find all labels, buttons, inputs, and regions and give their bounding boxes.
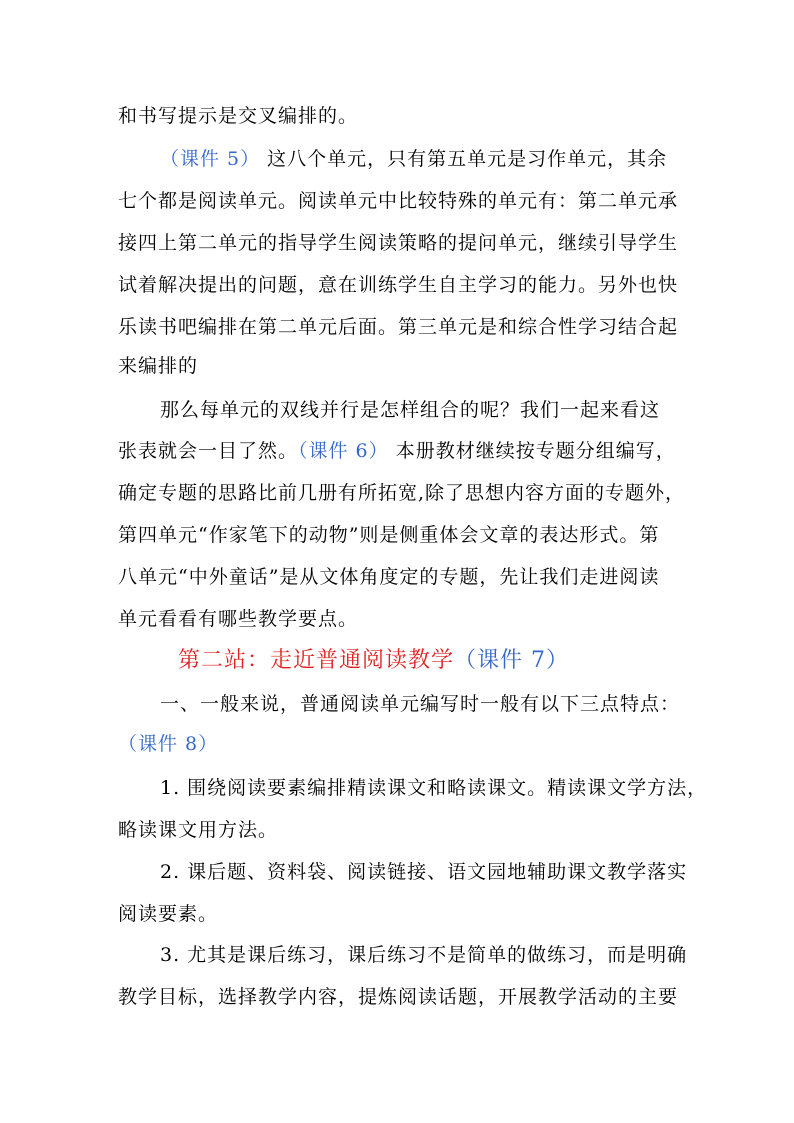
item1-line1: 1. 围绕阅读要素编排精读课文和略读课文。精读课文学方法， [160, 777, 708, 799]
para2-line6: 来编排的 [118, 355, 199, 377]
courseware-5-ref: （课件 5） [160, 148, 261, 170]
item3-line2: 教学目标，选择教学内容，提炼阅读话题，开展教学活动的主要 [118, 986, 679, 1008]
para2-line1 [160, 147, 667, 171]
item3-line1: 3. 尤其是课后练习，课后练习不是简单的做练习，而是明确 [160, 944, 688, 966]
para4-line1: 一、一般来说，普通阅读单元编写时一般有以下三点特点： [160, 693, 681, 715]
para3-line2-post: 本册教材继续按专题分组编写， [388, 440, 676, 462]
para1-line1: 和书写提示是交叉编排的。 [118, 105, 359, 127]
para3-line2-pre: 张表就会一目了然。 [118, 440, 299, 462]
item2-line1: 2. 课后题、资料袋、阅读链接、语文园地辅助课文教学落实 [160, 861, 688, 883]
section-heading-text: 第二站：走近普通阅读教学 [178, 648, 455, 673]
para3-line1: 那么每单元的双线并行是怎样组合的呢？我们一起来看这 [160, 399, 661, 421]
para3-line5: 八单元“中外童话”是从文体角度定的专题，先让我们走进阅读 [118, 566, 660, 588]
courseware-8-ref: （课件 8） [118, 733, 219, 755]
section-heading [178, 647, 569, 675]
para2-line5: 乐读书吧编排在第二单元后面。第三单元是和综合性学习结合起 [118, 316, 679, 338]
courseware-7-ref: （课件 7） [454, 648, 570, 673]
para2-line3: 接四上第二单元的指导学生阅读策略的提问单元，继续引导学生 [118, 232, 679, 254]
para2-line1-text: 这八个单元，只有第五单元是习作单元，其余 [260, 148, 668, 170]
para3-line6: 单元看看有哪些教学要点。 [118, 608, 359, 630]
para2-line4: 试着解决提出的问题，意在训练学生自主学习的能力。另外也快 [118, 274, 679, 296]
courseware-6-ref: （课件 6） [298, 440, 389, 462]
item1-line2: 略读课文用方法。 [118, 819, 279, 841]
para2-line2: 七个都是阅读单元。阅读单元中比较特殊的单元有：第二单元承 [118, 190, 679, 212]
para3-line4: 第四单元“作家笔下的动物”则是侧重体会文章的表达形式。第 [118, 524, 660, 546]
para3-line2 [118, 439, 676, 463]
item2-line2: 阅读要素。 [118, 903, 219, 925]
para3-line3: 确定专题的思路比前几册有所拓宽,除了思想内容方面的专题外， [118, 482, 686, 504]
